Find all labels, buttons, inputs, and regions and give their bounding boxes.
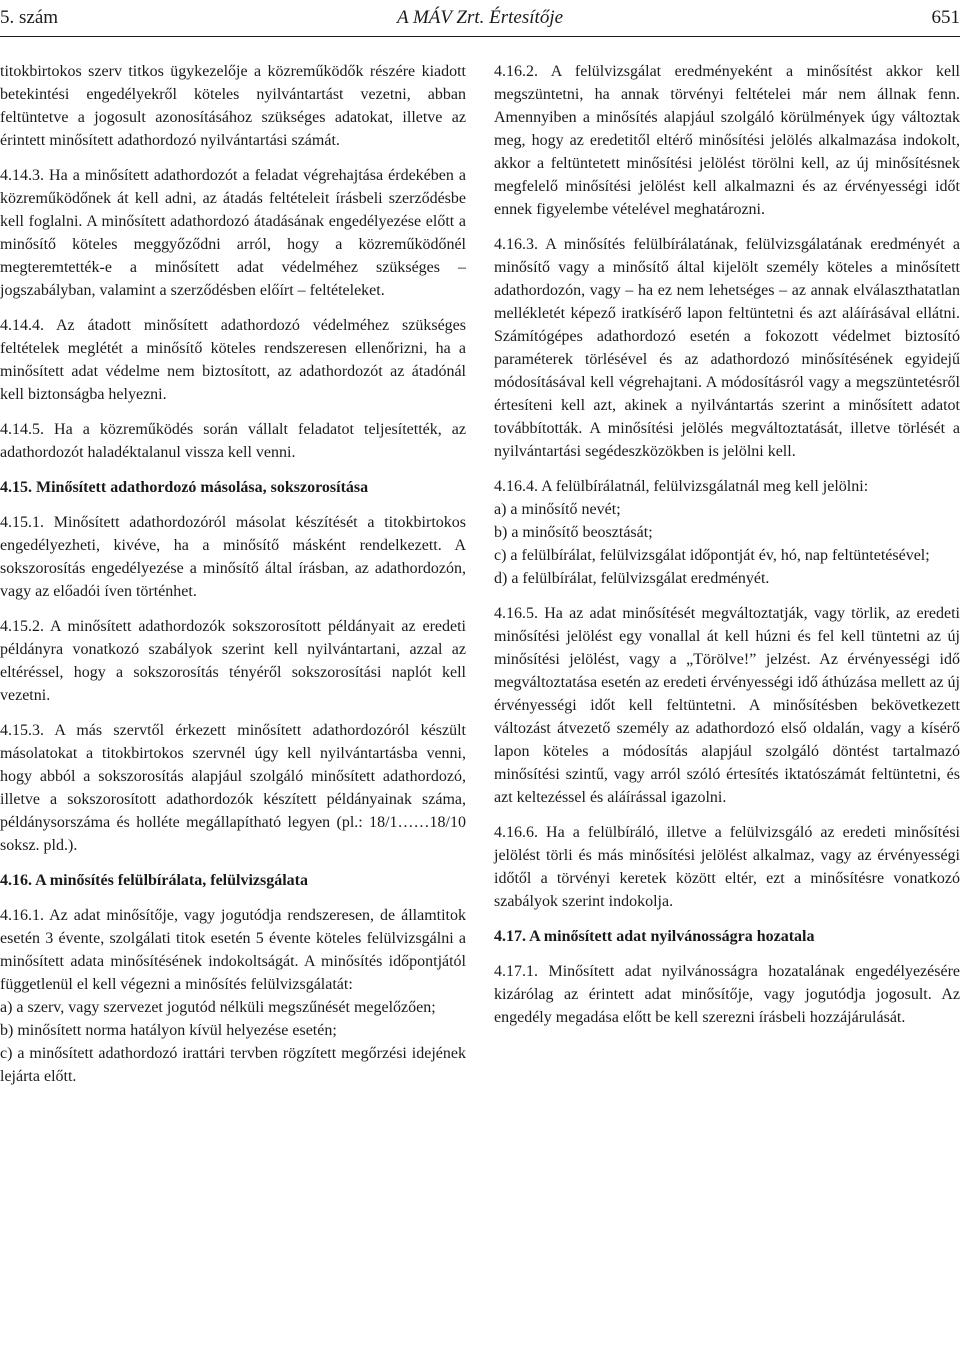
section-text: Minősített adathordozóról másolat készítését a titokbirtokos engedélyezheti, kivéve, ha a minősítő másként rendelkezett. A sokszorosítás engedélyezése a minősítő által írásban, az adathordozón, vagy az előadói íven történhet. [0, 514, 467, 600]
section-number: 4.16.1. [0, 907, 44, 924]
section-4-15-1 [0, 511, 466, 603]
section-text: Ha az adat minősítését megváltoztatják, vagy törlik, az eredeti minősítési jelölést egy vonallal át kell húzni és fel kell tüntetni az új minősítési jelölést, vagy a „Törölve!” jelzést. Az érvényességi idő megváltoztatása esetén az eredeti érvényességi idő áthúzása mellett az új érvényességi időt kell feltüntetni. A minősítésben bekövetkezett változást átvezető személy az adathordozó első oldalán, vagy a kísérő lapon köteles a módosítás alapjául szolgáló döntést tartalmazó minősítési szintű, vagy arról szóló értesítés iktatószámát feltüntetni, és azt keltezéssel és aláírással igazolni. [494, 605, 960, 806]
section-text: A felülbírálatnál, felülvizsgálatnál meg kell jelölni: [541, 478, 869, 495]
section-4-17-1 [494, 960, 960, 1029]
section-text: A minősítés felülbírálatának, felülvizsgálatának eredményét a minősítő vagy a minősítő által kijelölt személy köteles a minősített adathordozón, vagy – ha ez nem lehetséges – az annak elválaszthatatlan mellékletét képező iratkísérő lapon feltüntetni és azt aláírásával ellátni. Számítógépes adathordozó esetén a fokozott védelmet biztosító paraméterek törlésével és az adathordozó minősítésének egyidejű módosításával kell végrehajtani. A módosításról vagy a megszüntetésről értesíteni kell azt, akinek a nyilvántartás szerint a minősített adatot továbbították. A minősítési jelölés megváltoztatását, illetve törlését a nyilvántartási segédeszközökben is jelölni kell. [494, 236, 960, 460]
list-item: b) a minősítő beosztását; [494, 524, 653, 541]
section-number: 4.16.5. [494, 605, 538, 622]
section-4-16-3 [494, 233, 960, 463]
section-4-15-3 [0, 719, 466, 857]
list-item: a) a minősítő nevét; [494, 501, 621, 518]
section-number: 4.14.4. [0, 317, 44, 334]
page-number: 651 [931, 7, 960, 28]
list-item: c) a felülbírálat, felülvizsgálat időpontját év, hó, nap feltüntetésével; [494, 547, 930, 564]
section-text: A más szervtől érkezett minősített adathordozóról készült másolatokat a titokbirtokos szervnél úgy kell nyilvántartásba venni, hogy abból a sokszorosítás alapjául szolgáló minősített adathordozó, illetve a sokszorosított adathordozók készített példányainak száma, példánysorszáma és holléte megállapítható legyen (pl.: 18/1……18/10 soksz. pld.). [0, 722, 466, 854]
section-4-16-6 [494, 821, 960, 913]
header-divider [0, 36, 960, 37]
section-4-14-5 [0, 418, 466, 464]
section-4-15-2 [0, 615, 466, 707]
heading-4-17 [494, 925, 960, 948]
list-item: b) minősített norma hatályon kívül helyezése esetén; [0, 1022, 337, 1039]
section-4-14-4 [0, 314, 466, 406]
section-number: 4.16.6. [494, 824, 538, 841]
section-number: 4.16.4. [494, 478, 538, 495]
right-column [494, 60, 960, 1029]
section-number: 4.15.1. [0, 514, 44, 531]
section-number: 4.16.2. [494, 63, 538, 80]
section-number: 4.15.3. [0, 722, 44, 739]
section-text: Ha a minősített adathordozót a feladat végrehajtása érdekében a közreműködőnek át kell adni, az átadás feltételeit írásbeli szerződésbe kell foglalni. A minősített adathordozó átadásának engedélyezése előtt a minősítő köteles meggyőződni arról, hogy a közreműködőnél megteremtették-e a minősített adat védelméhez szükséges – jogszabályban, valamint a szerződésben előírt – feltételeket. [0, 167, 467, 299]
section-4-16-2 [494, 60, 960, 221]
heading-4-16 [0, 869, 466, 892]
publication-title: A MÁV Zrt. Értesítője [396, 7, 564, 28]
section-text: Minősített adat nyilvánosságra hozatalának engedélyezésére kizárólag az érintett adat minősítője, vagy jogutódja jogosult. Az engedély megadása előtt be kell szerezni írásbeli hozzájárulását. [494, 963, 960, 1026]
section-text: A felülvizsgálat eredményeként a minősítést akkor kell megszüntetni, ha annak törvényi feltételei már nem állnak fenn. Amennyiben a minősítés alapjául szolgáló körülmények úgy változtak meg, hogy az eredetitől eltérő minősítési jelölés alkalmazása indokolt, akkor a feltüntetett minősítési jelölést törölni kell, az új minősítésnek megfelelő minősítési jelölést kell alkalmazni és az érvényességi időt ennek figyelembe vételével meghatározni. [494, 63, 960, 218]
section-number: 4.15.2. [0, 618, 44, 635]
section-number: 4.16.3. [494, 236, 538, 253]
section-number: 4.14.5. [0, 421, 44, 438]
section-4-16-5 [494, 602, 960, 809]
paragraph-continuation: titokbirtokos szerv titkos ügykezelője a közreműködők részére kiadott betekintési engedélyekről köteles nyilvántartást vezetni, abban feltüntetve a jogosult azonosításához szükséges adatokat, illetve az érintett minősített adathordozó nyilvántartási számát. [0, 63, 466, 149]
left-column [0, 60, 466, 1088]
section-4-16-4 [494, 475, 960, 498]
section-text: Az adat minősítője, vagy jogutódja rendszeresen, de államtitok esetén 3 évente, szolgálati titok esetén 5 évente köteles felülvizsgálni a minősített adata minősítésének indokoltságát. A minősítés időpontjától függetlenül el kell végezni a minősítés felülvizsgálatát: [0, 907, 466, 993]
section-number: 4.17.1. [494, 963, 538, 980]
heading-title: A minősítés felülbírálata, felülvizsgálata [35, 872, 308, 889]
section-4-14-3 [0, 164, 466, 302]
section-text: Ha a közreműködés során vállalt feladatot teljesítették, az adathordozót haladéktalanul vissza kell venni. [0, 421, 466, 461]
heading-title: Minősített adathordozó másolása, sokszorosítása [36, 479, 369, 496]
section-text: A minősített adathordozók sokszorosított példányait az eredeti példányra vonatkozó szabályok szerint kell nyilvántartani, azzal az eltéréssel, hogy a sokszorosítás tényéről sokszorosítási naplót kell vezetni. [0, 618, 466, 704]
list-item: c) a minősített adathordozó irattári tervben rögzített megőrzési idejének lejárta előtt. [0, 1045, 466, 1085]
heading-number: 4.17. [494, 928, 526, 945]
list-item: a) a szerv, vagy szervezet jogutód nélküli megszűnését megelőzően; [0, 999, 436, 1016]
heading-number: 4.16. [0, 872, 32, 889]
section-text: Ha a felülbíráló, illetve a felülvizsgáló az eredeti minősítési jelölést törli és más minősítési jelölést alkalmaz, vagy az érvényességi időtől a törvényi keretek között eltér, ezt a minősítésre vonatkozó szabályok szerint indokolja. [494, 824, 960, 910]
page-header [0, 4, 960, 32]
heading-number: 4.15. [0, 479, 32, 496]
section-text: Az átadott minősített adathordozó védelméhez szükséges feltételek meglétét a minősítő köteles rendszeresen ellenőrizni, ha a minősített adat védelme nem biztosított, az adathordozót az átadónál kell biztonságba helyezni. [0, 317, 467, 403]
section-4-16-1 [0, 904, 466, 996]
heading-title: A minősített adat nyilvánosságra hozatala [529, 928, 815, 945]
issue-number: 5. szám [0, 7, 59, 28]
section-number: 4.14.3. [0, 167, 44, 184]
list-item: d) a felülbírálat, felülvizsgálat eredményét. [494, 570, 770, 587]
heading-4-15 [0, 476, 466, 499]
